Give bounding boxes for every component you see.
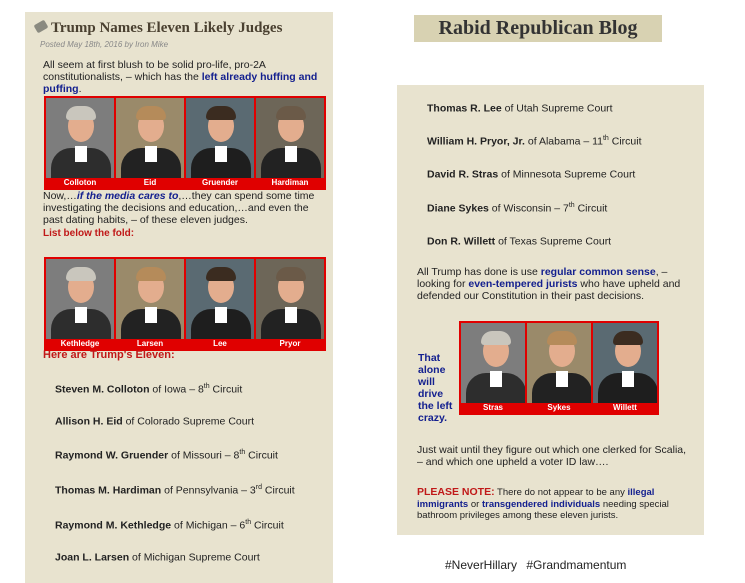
ordinal-suffix: th: [602, 135, 609, 142]
photo-hair: [481, 331, 511, 345]
judge-photo: [46, 98, 114, 188]
judge-circuit: Circuit: [245, 449, 278, 462]
judge-circuit: Circuit: [261, 484, 295, 497]
photo-hair: [206, 267, 236, 281]
photo-collar: [556, 371, 568, 387]
post-title[interactable]: Trump Names Eleven Likely Judges: [35, 20, 282, 37]
judge-court: of Alabama – 11: [524, 135, 603, 148]
judge-name: Raymond M. Kethledge: [55, 519, 172, 532]
judge-court: of Wisconsin – 7: [488, 202, 569, 215]
judge-photo-caption: Eid: [116, 178, 184, 188]
blog-title[interactable]: Rabid Republican Blog: [414, 15, 662, 42]
judge-court: of Utah Supreme Court: [501, 102, 613, 115]
judge-photo-caption: Gruender: [186, 178, 254, 188]
photo-hair: [547, 331, 577, 345]
judge-photo-caption: Willett: [593, 403, 657, 413]
judge-list-item: [427, 235, 611, 248]
hashtags[interactable]: #NeverHillary #Grandmamentum: [445, 558, 627, 572]
intro-paragraph: All seem at first blush to be solid pro-life, pro-2A constitutionalists, – which has the left already huffing and puffing.: [43, 59, 318, 95]
photo-collar: [75, 307, 87, 323]
judge-list-item: [55, 519, 284, 532]
judge-photo: [186, 259, 254, 349]
judge-photo-caption: Pryor: [256, 339, 324, 349]
photo-hair: [276, 267, 306, 281]
judge-photo: [186, 98, 254, 188]
photo-collar: [215, 307, 227, 323]
judge-name: Diane Sykes: [427, 202, 489, 215]
judge-circuit: Circuit: [608, 135, 642, 148]
judge-photo-caption: Larsen: [116, 339, 184, 349]
judge-list-item: [427, 102, 613, 115]
judge-list-item: [55, 449, 278, 462]
judge-name: Steven M. Colloton: [55, 383, 150, 396]
ordinal-suffix: th: [245, 519, 252, 526]
here-are-heading: Here are Trump's Eleven:: [43, 349, 175, 361]
judge-photo-caption: Colloton: [46, 178, 114, 188]
photo-collar: [215, 146, 227, 162]
judge-list-item: [427, 135, 642, 148]
judge-name: Raymond W. Gruender: [55, 449, 169, 462]
judge-photo-caption: Hardiman: [256, 178, 324, 188]
judge-name: Joan L. Larsen: [55, 551, 130, 564]
judge-list-item: [55, 484, 295, 497]
photo-collar: [75, 146, 87, 162]
judge-court: of Texas Supreme Court: [495, 235, 612, 248]
judge-photo: [116, 98, 184, 188]
judge-list-item: [55, 551, 260, 564]
judge-name: William H. Pryor, Jr.: [427, 135, 525, 148]
judge-court: of Michigan Supreme Court: [129, 551, 260, 564]
ordinal-suffix: th: [203, 383, 210, 390]
judge-photo: [116, 259, 184, 349]
judge-circuit: Circuit: [574, 202, 608, 215]
photo-hair: [276, 106, 306, 120]
photo-hair: [136, 267, 166, 281]
judge-court: of Iowa – 8: [149, 383, 204, 396]
photo-hair: [613, 331, 643, 345]
ordinal-suffix: rd: [255, 484, 262, 491]
judge-photo-row-3: [459, 321, 659, 415]
judge-court: of Missouri – 8: [168, 449, 240, 462]
judge-photo-caption: Kethledge: [46, 339, 114, 349]
judge-circuit: Circuit: [209, 383, 243, 396]
judge-name: David R. Stras: [427, 168, 499, 181]
photo-collar: [145, 146, 157, 162]
right-post-panel: [397, 85, 704, 535]
photo-collar: [490, 371, 502, 387]
judge-list-item: [55, 415, 254, 428]
judge-list-item: [427, 202, 607, 215]
judge-photo: [461, 323, 525, 413]
judge-photo: [256, 259, 324, 349]
post-meta: Posted May 18th, 2016 by Iron Mike: [40, 40, 169, 49]
photo-hair: [66, 106, 96, 120]
photo-hair: [136, 106, 166, 120]
photo-collar: [145, 307, 157, 323]
judge-photo-caption: Stras: [461, 403, 525, 413]
photo-collar: [622, 371, 634, 387]
judge-photo: [46, 259, 114, 349]
judge-court: of Pennsylvania – 3: [161, 484, 256, 497]
photo-collar: [285, 146, 297, 162]
pencil-icon: [34, 20, 49, 34]
judge-list-item: [55, 383, 242, 396]
judge-list-item: [427, 168, 635, 181]
judge-name: Allison H. Eid: [55, 415, 123, 428]
judge-court: of Michigan – 6: [171, 519, 246, 532]
list-below-fold: List below the fold:: [43, 228, 135, 239]
judge-photo: [256, 98, 324, 188]
judge-court: of Colorado Supreme Court: [122, 415, 254, 428]
judge-photo-caption: Sykes: [527, 403, 591, 413]
common-sense-paragraph: All Trump has done is use regular common sense, – looking for even-tempered jurists who have upheld and defended our Constitution in their past decisions.: [417, 266, 681, 302]
judge-photo-row-2: [44, 257, 326, 351]
please-note-paragraph: PLEASE NOTE: There do not appear to be any illegal immigrants or transgendered individuals needing special bathroom privileges among these eleven jurists.: [417, 486, 669, 521]
photo-collar: [285, 307, 297, 323]
ordinal-suffix: th: [568, 202, 575, 209]
judge-name: Don R. Willett: [427, 235, 496, 248]
drive-left-crazy-text: That alone will drive the left crazy.: [418, 352, 453, 424]
photo-hair: [206, 106, 236, 120]
judge-circuit: Circuit: [251, 519, 284, 532]
judge-name: Thomas M. Hardiman: [55, 484, 162, 497]
photo-hair: [66, 267, 96, 281]
judge-name: Thomas R. Lee: [427, 102, 502, 115]
media-paragraph: Now,…if the media cares to,…they can spend some time investigating the decisions and education,…and even the past dating habits, – of these eleven judges.: [43, 190, 315, 226]
judge-photo-row-1: [44, 96, 326, 190]
judge-photo: [527, 323, 591, 413]
ordinal-suffix: th: [239, 449, 246, 456]
judge-photo: [593, 323, 657, 413]
wait-paragraph: Just wait until they figure out which one clerked for Scalia, – and which one upheld a voter ID law….: [417, 444, 687, 468]
judge-photo-caption: Lee: [186, 339, 254, 349]
judge-court: of Minnesota Supreme Court: [498, 168, 636, 181]
left-post-panel: [25, 12, 333, 583]
